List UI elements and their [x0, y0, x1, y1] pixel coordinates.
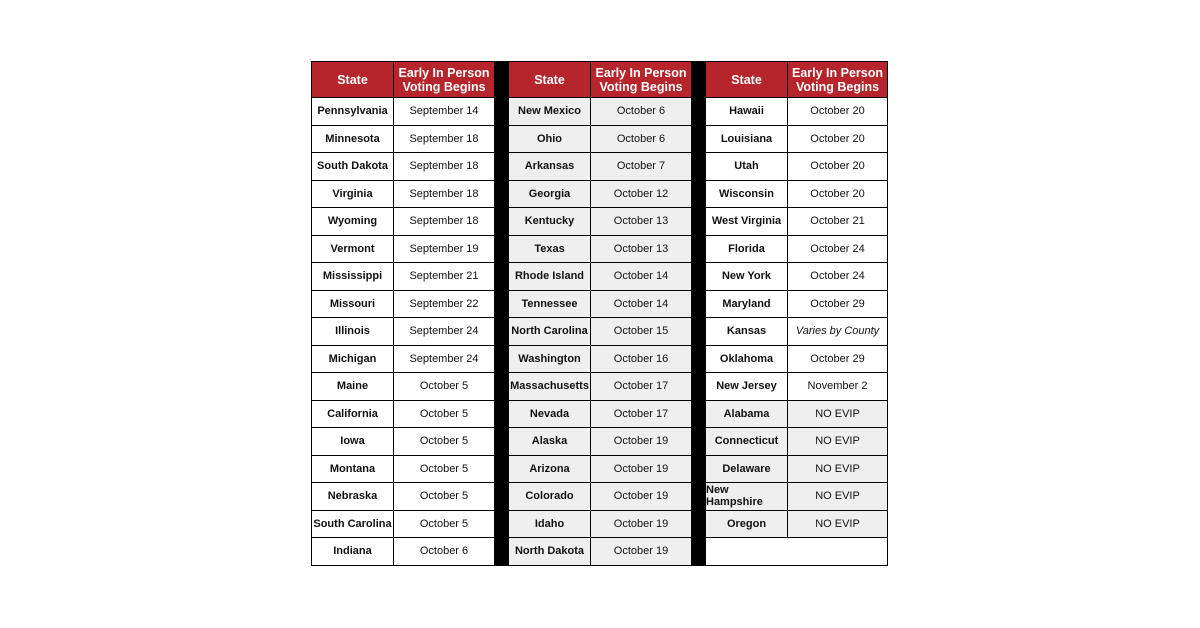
date-cell: October 24	[788, 263, 887, 290]
empty-row	[705, 538, 888, 566]
table-row	[508, 538, 692, 566]
state-cell: Ohio	[509, 126, 591, 153]
date-cell: October 19	[591, 483, 691, 510]
header-state: State	[706, 62, 788, 97]
state-cell: Connecticut	[706, 428, 788, 455]
date-cell: October 7	[591, 153, 691, 180]
state-cell: Kansas	[706, 318, 788, 345]
table-row	[508, 291, 692, 319]
state-cell: Oklahoma	[706, 346, 788, 373]
header-early-voting: Early In Person Voting Begins	[792, 65, 884, 94]
header-early-voting: Early In Person Voting Begins	[595, 65, 687, 94]
table-row	[705, 236, 888, 264]
table-row	[508, 236, 692, 264]
state-cell: Mississippi	[312, 263, 394, 290]
state-cell: Florida	[706, 236, 788, 263]
table-row	[705, 263, 888, 291]
table-row	[311, 98, 495, 126]
state-cell: North Carolina	[509, 318, 591, 345]
date-cell: October 5	[394, 373, 494, 400]
table-row	[311, 373, 495, 401]
state-cell: Oregon	[706, 511, 788, 538]
table-row	[311, 318, 495, 346]
state-cell: South Carolina	[312, 511, 394, 538]
date-cell: September 18	[394, 208, 494, 235]
date-cell: October 19	[591, 511, 691, 538]
table-row	[311, 428, 495, 456]
date-cell: October 24	[788, 236, 887, 263]
date-cell: October 20	[788, 181, 887, 208]
date-cell: NO EVIP	[788, 483, 887, 510]
table-row	[311, 236, 495, 264]
table-header	[508, 61, 692, 98]
date-cell: September 21	[394, 263, 494, 290]
header-early-voting: Early In Person Voting Begins	[398, 65, 490, 94]
table-row	[508, 318, 692, 346]
table-row	[705, 181, 888, 209]
state-cell: Maine	[312, 373, 394, 400]
state-cell: New York	[706, 263, 788, 290]
table-row	[508, 456, 692, 484]
state-cell: Hawaii	[706, 98, 788, 125]
state-cell: Indiana	[312, 538, 394, 565]
table-header	[311, 61, 495, 98]
state-cell: Nevada	[509, 401, 591, 428]
date-cell: Varies by County	[788, 318, 887, 345]
state-cell: Georgia	[509, 181, 591, 208]
table-row	[705, 373, 888, 401]
date-cell: NO EVIP	[788, 428, 887, 455]
table-row	[311, 346, 495, 374]
date-cell: October 5	[394, 483, 494, 510]
state-cell: Arkansas	[509, 153, 591, 180]
date-cell: November 2	[788, 373, 887, 400]
date-cell: September 24	[394, 346, 494, 373]
table-row	[508, 373, 692, 401]
state-cell: Idaho	[509, 511, 591, 538]
table-row	[508, 483, 692, 511]
table-row	[311, 208, 495, 236]
table-row	[705, 126, 888, 154]
state-cell: Nebraska	[312, 483, 394, 510]
table-row	[508, 126, 692, 154]
date-cell: October 19	[591, 428, 691, 455]
date-cell: October 6	[591, 98, 691, 125]
date-cell: September 19	[394, 236, 494, 263]
date-cell: October 21	[788, 208, 887, 235]
table-row	[508, 428, 692, 456]
date-cell: October 6	[591, 126, 691, 153]
table-row	[311, 456, 495, 484]
table-row	[705, 511, 888, 539]
state-cell: Wisconsin	[706, 181, 788, 208]
panel-1	[311, 61, 495, 566]
date-cell: October 5	[394, 456, 494, 483]
table-row	[508, 511, 692, 539]
table-row	[705, 346, 888, 374]
table-row	[311, 181, 495, 209]
table-row	[705, 98, 888, 126]
date-cell: NO EVIP	[788, 401, 887, 428]
state-cell: Minnesota	[312, 126, 394, 153]
date-cell: October 6	[394, 538, 494, 565]
table-row	[311, 153, 495, 181]
state-cell: Tennessee	[509, 291, 591, 318]
panel-3	[705, 61, 888, 566]
state-cell: Texas	[509, 236, 591, 263]
table-row	[311, 511, 495, 539]
date-cell: September 18	[394, 153, 494, 180]
date-cell: October 5	[394, 401, 494, 428]
table-row	[705, 291, 888, 319]
state-cell: West Virginia	[706, 208, 788, 235]
early-voting-table	[311, 61, 888, 566]
date-cell: October 17	[591, 401, 691, 428]
date-cell: September 24	[394, 318, 494, 345]
state-cell: Arizona	[509, 456, 591, 483]
date-cell: September 22	[394, 291, 494, 318]
date-cell: September 18	[394, 181, 494, 208]
table-header	[705, 61, 888, 98]
state-cell: Missouri	[312, 291, 394, 318]
date-cell: October 29	[788, 346, 887, 373]
state-cell: Kentucky	[509, 208, 591, 235]
table-row	[508, 208, 692, 236]
state-cell: Rhode Island	[509, 263, 591, 290]
date-cell: October 13	[591, 236, 691, 263]
state-cell: New Mexico	[509, 98, 591, 125]
state-cell: Vermont	[312, 236, 394, 263]
date-cell: October 17	[591, 373, 691, 400]
date-cell: October 29	[788, 291, 887, 318]
table-row	[508, 98, 692, 126]
state-cell: Maryland	[706, 291, 788, 318]
state-cell: New Jersey	[706, 373, 788, 400]
table-row	[508, 401, 692, 429]
date-cell: October 16	[591, 346, 691, 373]
table-row	[311, 126, 495, 154]
state-cell: Massachusetts	[509, 373, 591, 400]
state-cell: Washington	[509, 346, 591, 373]
state-cell: South Dakota	[312, 153, 394, 180]
state-cell: Montana	[312, 456, 394, 483]
table-row	[508, 346, 692, 374]
date-cell: October 20	[788, 98, 887, 125]
state-cell: Iowa	[312, 428, 394, 455]
table-row	[508, 263, 692, 291]
date-cell: October 12	[591, 181, 691, 208]
date-cell: October 5	[394, 428, 494, 455]
table-row	[705, 153, 888, 181]
date-cell: October 14	[591, 291, 691, 318]
date-cell: October 5	[394, 511, 494, 538]
state-cell: New Hampshire	[706, 483, 788, 510]
table-row	[311, 401, 495, 429]
table-row	[705, 401, 888, 429]
table-row	[705, 318, 888, 346]
state-cell: Colorado	[509, 483, 591, 510]
state-cell: Pennsylvania	[312, 98, 394, 125]
header-state: State	[509, 62, 591, 97]
table-row	[311, 263, 495, 291]
table-row	[311, 483, 495, 511]
date-cell: October 20	[788, 153, 887, 180]
table-row	[705, 208, 888, 236]
date-cell: NO EVIP	[788, 511, 887, 538]
date-cell: October 20	[788, 126, 887, 153]
state-cell: Illinois	[312, 318, 394, 345]
state-cell: Alaska	[509, 428, 591, 455]
header-state: State	[312, 62, 394, 97]
date-cell: September 14	[394, 98, 494, 125]
state-cell: California	[312, 401, 394, 428]
date-cell: October 15	[591, 318, 691, 345]
state-cell: Alabama	[706, 401, 788, 428]
table-row	[311, 538, 495, 566]
table-row	[705, 456, 888, 484]
table-row	[508, 153, 692, 181]
date-cell: October 13	[591, 208, 691, 235]
state-cell: Louisiana	[706, 126, 788, 153]
state-cell: Delaware	[706, 456, 788, 483]
state-cell: Michigan	[312, 346, 394, 373]
state-cell: Virginia	[312, 181, 394, 208]
date-cell: NO EVIP	[788, 456, 887, 483]
table-row	[705, 483, 888, 511]
state-cell: North Dakota	[509, 538, 591, 565]
date-cell: October 19	[591, 456, 691, 483]
date-cell: October 14	[591, 263, 691, 290]
table-row	[311, 291, 495, 319]
date-cell: September 18	[394, 126, 494, 153]
state-cell: Utah	[706, 153, 788, 180]
table-row	[508, 181, 692, 209]
state-cell: Wyoming	[312, 208, 394, 235]
date-cell: October 19	[591, 538, 691, 565]
table-row	[705, 428, 888, 456]
panel-2	[508, 61, 692, 566]
